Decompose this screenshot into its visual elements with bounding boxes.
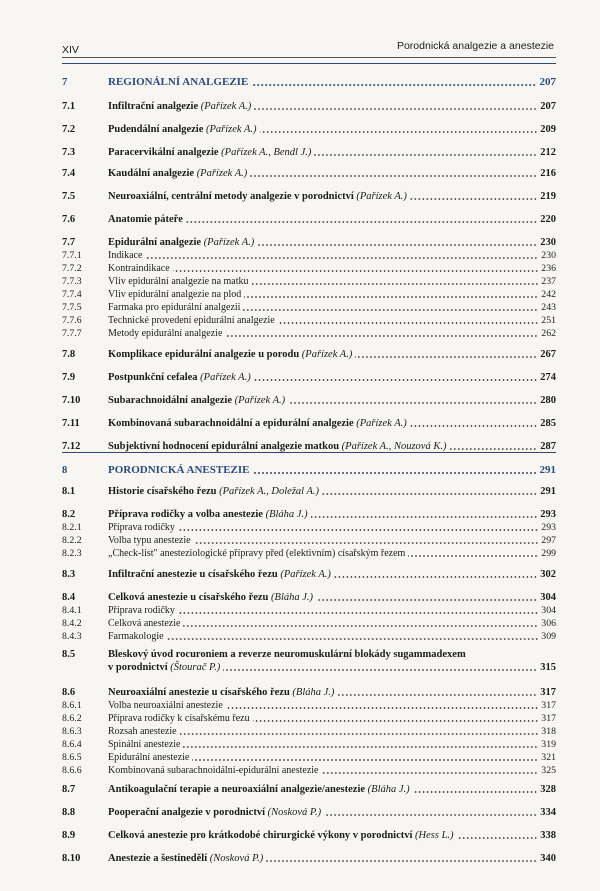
- entry-page: 243: [541, 302, 556, 313]
- entry-page: 207: [540, 101, 556, 112]
- entry-author: (Pařízek A., Bendl J.): [221, 147, 312, 158]
- entry-author: (Hess L.): [415, 830, 454, 841]
- entry-number: 8.7: [62, 784, 76, 795]
- entry-page: 302: [540, 569, 556, 580]
- entry-title: [108, 547, 405, 560]
- entry-page: 338: [540, 830, 556, 841]
- toc-subentry[interactable]: [62, 534, 556, 547]
- entry-page: 267: [540, 349, 556, 360]
- entry-number: 7.12: [62, 441, 81, 452]
- toc-entry[interactable]: [62, 829, 556, 842]
- entry-page: 219: [540, 191, 556, 202]
- entry-title: [108, 485, 319, 498]
- entry-title: [108, 249, 142, 262]
- toc-entry[interactable]: [62, 806, 556, 819]
- entry-title-line1: Bleskový úvod rocuroniem a reverze neuromuskulární blokády sugammadexem: [108, 649, 466, 660]
- leader-dots: [337, 694, 537, 696]
- toc-entry[interactable]: [62, 167, 556, 180]
- toc-entry[interactable]: [62, 686, 556, 699]
- entry-page: 304: [540, 592, 556, 603]
- toc-entry[interactable]: [62, 485, 556, 498]
- entry-title: [108, 591, 313, 604]
- leader-dots: [251, 84, 536, 86]
- entry-title: [108, 661, 220, 674]
- entry-number: 8.10: [62, 853, 81, 864]
- running-title: Porodnická analgezie a anestezie: [396, 40, 554, 52]
- entry-number: 8.6.4: [62, 739, 82, 750]
- entry-title-text: Příprava rodičky: [108, 605, 175, 616]
- entry-number: 8.1: [62, 486, 76, 497]
- entry-author: (Bláha J.): [271, 592, 314, 603]
- entry-title-text: Anatomie páteře: [108, 214, 183, 225]
- entry-page: 262: [541, 328, 556, 339]
- entry-title: [108, 236, 254, 249]
- toc-subentry[interactable]: [62, 275, 556, 288]
- entry-number: 8.4: [62, 592, 76, 603]
- chapter-rule: [62, 63, 556, 64]
- entry-title-text: Subjektivní hodnocení epidurální analgezie matkou: [108, 441, 340, 452]
- leader-dots: [266, 860, 537, 862]
- entry-number: 8.9: [62, 830, 76, 841]
- toc-entry[interactable]: [62, 417, 556, 430]
- entry-page: 293: [541, 522, 556, 533]
- entry-number: 7.6: [62, 214, 76, 225]
- chapter-number: 8: [62, 465, 68, 476]
- entry-title-text: Anestezie a šestinedělí: [108, 853, 208, 864]
- toc-subentry[interactable]: [62, 751, 556, 764]
- entry-author: (Bláha J.): [367, 784, 410, 795]
- leader-dots: [457, 837, 538, 839]
- entry-page: 291: [540, 486, 556, 497]
- leader-dots: [324, 814, 537, 816]
- entry-title: [108, 508, 308, 521]
- entry-author: (Pařízek A., Nouzová K.): [341, 441, 447, 452]
- entry-page: 309: [541, 631, 556, 642]
- entry-number: 7.4: [62, 168, 76, 179]
- toc-subentry[interactable]: [62, 327, 556, 340]
- entry-title: [108, 348, 352, 361]
- toc-subentry[interactable]: [62, 301, 556, 314]
- leader-dots: [254, 108, 537, 110]
- toc-entry[interactable]: [62, 783, 556, 796]
- entry-page: 317: [541, 700, 556, 711]
- entry-number: 7.3: [62, 147, 76, 158]
- entry-author: (Pařízek A.): [280, 569, 331, 580]
- entry-page: 280: [540, 395, 556, 406]
- toc-subentry[interactable]: [62, 262, 556, 275]
- entry-page: 325: [541, 765, 556, 776]
- entry-title-text: „Check-list" anesteziologické přípravy před (elektivním) císařským řezem: [108, 548, 406, 559]
- leader-dots: [253, 720, 539, 722]
- entry-page: 315: [540, 662, 556, 673]
- entry-page: 216: [540, 168, 556, 179]
- page-number: XIV: [62, 44, 79, 56]
- toc-entry[interactable]: [62, 568, 556, 581]
- entry-title-text: Pudendální analgezie: [108, 124, 204, 135]
- entry-author: (Nosková P.): [267, 807, 322, 818]
- toc-entry[interactable]: [62, 852, 556, 865]
- entry-title: [108, 751, 189, 764]
- chapter-title: REGIONÁLNÍ ANALGEZIE: [108, 76, 249, 88]
- leader-dots: [244, 296, 538, 298]
- entry-title: [108, 852, 263, 865]
- entry-number: 7.2: [62, 124, 76, 135]
- entry-title-text: Kombinovaná subarachnoidální-epidurální anestezie: [108, 765, 319, 776]
- entry-number: 7.7.7: [62, 328, 82, 339]
- entry-title-text: Volba typu anestezie: [108, 535, 191, 546]
- leader-dots: [316, 599, 537, 601]
- leader-dots: [311, 516, 538, 518]
- entry-title-text: Vliv epidurální analgezie na matku: [108, 276, 249, 287]
- entry-title-text: Komplikace epidurální analgezie u porodu: [108, 349, 300, 360]
- entry-author: (Štourač P.): [170, 662, 221, 673]
- toc-subentry[interactable]: [62, 699, 556, 712]
- toc-entry[interactable]: [62, 648, 556, 674]
- entry-title: [108, 630, 164, 643]
- chapter-page: 291: [539, 464, 556, 476]
- toc-subentry[interactable]: [62, 630, 556, 643]
- entry-page: 334: [540, 807, 556, 818]
- entry-title: [108, 806, 321, 819]
- leader-dots: [413, 791, 538, 793]
- leader-dots: [225, 335, 538, 337]
- entry-title: [108, 686, 334, 699]
- toc-entry[interactable]: [62, 591, 556, 604]
- leader-dots: [278, 322, 539, 324]
- leader-dots: [410, 198, 537, 200]
- entry-author: (Pařízek A., Doležal A.): [219, 486, 320, 497]
- entry-number: 8.6.6: [62, 765, 82, 776]
- entry-title-text: Spinální anestezie: [108, 739, 181, 750]
- entry-title: [108, 123, 257, 136]
- entry-title-text: Příprava rodičky k císařskému řezu: [108, 713, 250, 724]
- entry-author: (Pařízek A.): [356, 418, 407, 429]
- entry-number: 7.9: [62, 372, 76, 383]
- entry-page: 321: [541, 752, 556, 763]
- entry-author: (Pařízek A.): [200, 101, 252, 112]
- entry-page: 212: [540, 147, 556, 158]
- leader-dots: [145, 257, 538, 259]
- toc-subentry[interactable]: [62, 604, 556, 617]
- entry-number: 7.7.2: [62, 263, 82, 274]
- leader-dots: [257, 244, 537, 246]
- entry-author: (Pařízek A.): [196, 168, 248, 179]
- leader-dots: [183, 746, 538, 748]
- leader-dots: [288, 402, 537, 404]
- entry-title-text: Kombinovaná subarachnoidální a epidurální analgezie: [108, 418, 354, 429]
- entry-number: 8.4.2: [62, 618, 82, 629]
- entry-title-text: Neuroaxiální, centrální metody analgezie v porodnictví: [108, 191, 354, 202]
- entry-title-text: Epidurální anestezie: [108, 752, 190, 763]
- leader-dots: [260, 131, 538, 133]
- entry-title-text: Příprava rodičky a volba anestezie: [108, 509, 263, 520]
- entry-page: 287: [540, 441, 556, 452]
- entry-page: 220: [540, 214, 556, 225]
- entry-author: (Pařízek A.): [301, 349, 353, 360]
- toc-entry[interactable]: [62, 508, 556, 521]
- leader-dots: [194, 542, 539, 544]
- leader-dots: [355, 356, 537, 358]
- entry-title: [108, 534, 191, 547]
- toc-subentry[interactable]: [62, 249, 556, 262]
- entry-author: (Pařízek A.): [356, 191, 407, 202]
- leader-dots: [178, 612, 538, 614]
- entry-author: (Pařízek A.): [234, 395, 286, 406]
- toc-entry[interactable]: [62, 371, 556, 384]
- leader-dots: [183, 625, 538, 627]
- entry-number: 8.4.3: [62, 631, 82, 642]
- entry-title-text: Antikoagulační terapie a neuroaxiální analgezie/anestezie: [108, 784, 366, 795]
- entry-title-text: Subarachnoidální analgezie: [108, 395, 232, 406]
- entry-title: [108, 213, 183, 226]
- entry-number: 8.4.1: [62, 605, 82, 616]
- toc-subentry[interactable]: [62, 738, 556, 751]
- entry-page: 285: [540, 418, 556, 429]
- entry-title-text: Infiltrační anestezie u císařského řezu: [108, 569, 278, 580]
- toc-entry[interactable]: [62, 236, 556, 249]
- entry-page: 237: [541, 276, 556, 287]
- toc-subentry[interactable]: [62, 725, 556, 738]
- entry-page: 251: [541, 315, 556, 326]
- leader-dots: [167, 638, 539, 640]
- entry-page: 319: [541, 739, 556, 750]
- toc-entry[interactable]: [62, 394, 556, 407]
- entry-title-text: v porodnictví: [108, 662, 168, 673]
- entry-page: 209: [540, 124, 556, 135]
- leader-dots: [449, 448, 537, 450]
- leader-dots: [178, 529, 538, 531]
- entry-number: 8.6: [62, 687, 76, 698]
- entry-title: [108, 327, 222, 340]
- entry-author: (Pařízek A.): [200, 372, 251, 383]
- entry-title: [108, 394, 285, 407]
- entry-number: 8.6.2: [62, 713, 82, 724]
- entry-number: 7.7.4: [62, 289, 82, 300]
- entry-title: [108, 604, 175, 617]
- entry-title-text: Farmaka pro epidurální analgezii: [108, 302, 241, 313]
- entry-title: [108, 371, 251, 384]
- leader-dots: [223, 669, 537, 671]
- leader-dots: [410, 425, 537, 427]
- leader-dots: [192, 759, 538, 761]
- entry-title: [108, 275, 249, 288]
- leader-dots: [254, 379, 538, 381]
- entry-number: 8.2.1: [62, 522, 82, 533]
- toc-entry[interactable]: [62, 100, 556, 113]
- entry-number: 8.2.2: [62, 535, 82, 546]
- entry-number: 8.6.1: [62, 700, 82, 711]
- entry-title-text: Volba neuroaxiální anestezie: [108, 700, 223, 711]
- entry-number: 7.7.1: [62, 250, 82, 261]
- entry-title-text: Rozsah anestezie: [108, 726, 177, 737]
- entry-number: 7.10: [62, 395, 81, 406]
- entry-page: 317: [541, 713, 556, 724]
- entry-page: 328: [540, 784, 556, 795]
- entry-title-text: Příprava rodičky: [108, 522, 175, 533]
- toc-subentry[interactable]: [62, 617, 556, 630]
- entry-number: 7.7.3: [62, 276, 82, 287]
- entry-title-text: Farmakologie: [108, 631, 164, 642]
- leader-dots: [322, 493, 537, 495]
- entry-author: (Nosková P.): [209, 853, 264, 864]
- entry-page: 297: [541, 535, 556, 546]
- entry-title: [108, 738, 180, 751]
- entry-title: [108, 100, 251, 113]
- leader-dots: [314, 154, 537, 156]
- entry-number: 8.8: [62, 807, 76, 818]
- entry-title-text: Infiltrační analgezie: [108, 101, 199, 112]
- leader-dots: [180, 733, 539, 735]
- chapter-page: 207: [539, 76, 556, 88]
- entry-number: 8.2: [62, 509, 76, 520]
- leader-dots: [408, 555, 538, 557]
- entry-page: 274: [540, 372, 556, 383]
- entry-page: 242: [541, 289, 556, 300]
- entry-number: 7.7.6: [62, 315, 82, 326]
- toc-entry[interactable]: [62, 213, 556, 226]
- leader-dots: [334, 576, 537, 578]
- entry-title-text: Kaudální analgezie: [108, 168, 195, 179]
- entry-title: [108, 301, 240, 314]
- entry-title: [108, 262, 170, 275]
- entry-title: [108, 617, 180, 630]
- entry-page: 230: [540, 237, 556, 248]
- entry-title: [108, 417, 407, 430]
- entry-title: [108, 712, 250, 725]
- toc-subentry[interactable]: [62, 288, 556, 301]
- entry-page: 304: [541, 605, 556, 616]
- leader-dots: [243, 309, 538, 311]
- entry-title: [108, 725, 177, 738]
- entry-page: 299: [541, 548, 556, 559]
- entry-title: [108, 568, 331, 581]
- chapter-heading[interactable]: [62, 464, 556, 477]
- entry-number: 8.6.3: [62, 726, 82, 737]
- toc-subentry[interactable]: [62, 314, 556, 327]
- leader-dots: [186, 221, 537, 223]
- entry-title-text: Epidurální analgezie: [108, 237, 202, 248]
- leader-dots: [250, 175, 537, 177]
- entry-title-text: Indikace: [108, 250, 143, 261]
- entry-number: 8.2.3: [62, 548, 82, 559]
- entry-title: [108, 288, 241, 301]
- entry-title-text: Celková anestezie pro krátkodobé chirurgické výkony v porodnictví: [108, 830, 413, 841]
- toc-entry[interactable]: [62, 123, 556, 136]
- entry-title-text: Celková anestezie: [108, 618, 181, 629]
- entry-author: (Bláha J.): [292, 687, 335, 698]
- entry-page: 293: [540, 509, 556, 520]
- header-rule: [62, 57, 556, 58]
- leader-dots: [253, 472, 537, 474]
- toc-subentry[interactable]: [62, 712, 556, 725]
- entry-number: 7.7: [62, 237, 76, 248]
- toc-subentry[interactable]: [62, 521, 556, 534]
- entry-title: [108, 783, 410, 796]
- entry-title-text: Historie císařského řezu: [108, 486, 217, 497]
- entry-page: 306: [541, 618, 556, 629]
- entry-title: [108, 167, 247, 180]
- entry-number: 7.8: [62, 349, 76, 360]
- entry-number: 7.1: [62, 101, 76, 112]
- entry-title-text: Vliv epidurální analgezie na plod: [108, 289, 242, 300]
- entry-title: [108, 146, 311, 159]
- entry-title-text: Celková anestezie u císařského řezu: [108, 592, 269, 603]
- entry-author: (Pařízek A.): [203, 237, 255, 248]
- chapter-heading[interactable]: [62, 76, 556, 89]
- leader-dots: [321, 772, 538, 774]
- entry-title: [108, 829, 454, 842]
- entry-title-text: Metody epidurální analgezie: [108, 328, 223, 339]
- chapter-title: PORODNICKÁ ANESTEZIE: [108, 464, 250, 476]
- toc-entry[interactable]: [62, 190, 556, 203]
- entry-page: 318: [541, 726, 556, 737]
- entry-title-text: Postpunkční cefalea: [108, 372, 198, 383]
- chapter-rule: [62, 452, 556, 453]
- entry-title-text: Pooperační analgezie v porodnictví: [108, 807, 266, 818]
- entry-page: 317: [540, 687, 556, 698]
- entry-number: 8.3: [62, 569, 76, 580]
- entry-title: [108, 190, 407, 203]
- entry-number: 8.6.5: [62, 752, 82, 763]
- entry-number: 7.5: [62, 191, 76, 202]
- entry-title-text: Kontraindikace: [108, 263, 170, 274]
- entry-author: (Pařízek A.): [206, 124, 257, 135]
- chapter-number: 7: [62, 77, 68, 88]
- entry-page: 230: [541, 250, 556, 261]
- entry-title-text: Technické provedení epidurální analgezie: [108, 315, 275, 326]
- entry-title-text: Neuroaxiální anestezie u císařského řezu: [108, 687, 290, 698]
- toc-subentry[interactable]: [62, 764, 556, 777]
- entry-number: 7.7.5: [62, 302, 82, 313]
- leader-dots: [252, 283, 539, 285]
- entry-title: [108, 521, 175, 534]
- entry-number: 8.5: [62, 649, 76, 660]
- entry-page: 236: [541, 263, 556, 274]
- entry-title: [108, 699, 223, 712]
- entry-page: 340: [540, 853, 556, 864]
- leader-dots: [226, 707, 539, 709]
- entry-title-text: Paracervikální analgezie: [108, 147, 219, 158]
- leader-dots: [173, 270, 539, 272]
- entry-title-line2-row: [62, 661, 556, 674]
- entry-title: [108, 314, 275, 327]
- entry-number: 7.11: [62, 418, 80, 429]
- toc-entry[interactable]: [62, 348, 556, 361]
- entry-author: (Bláha J.): [265, 509, 308, 520]
- entry-title: [108, 764, 318, 777]
- toc-entry[interactable]: [62, 146, 556, 159]
- toc-subentry[interactable]: [62, 547, 556, 560]
